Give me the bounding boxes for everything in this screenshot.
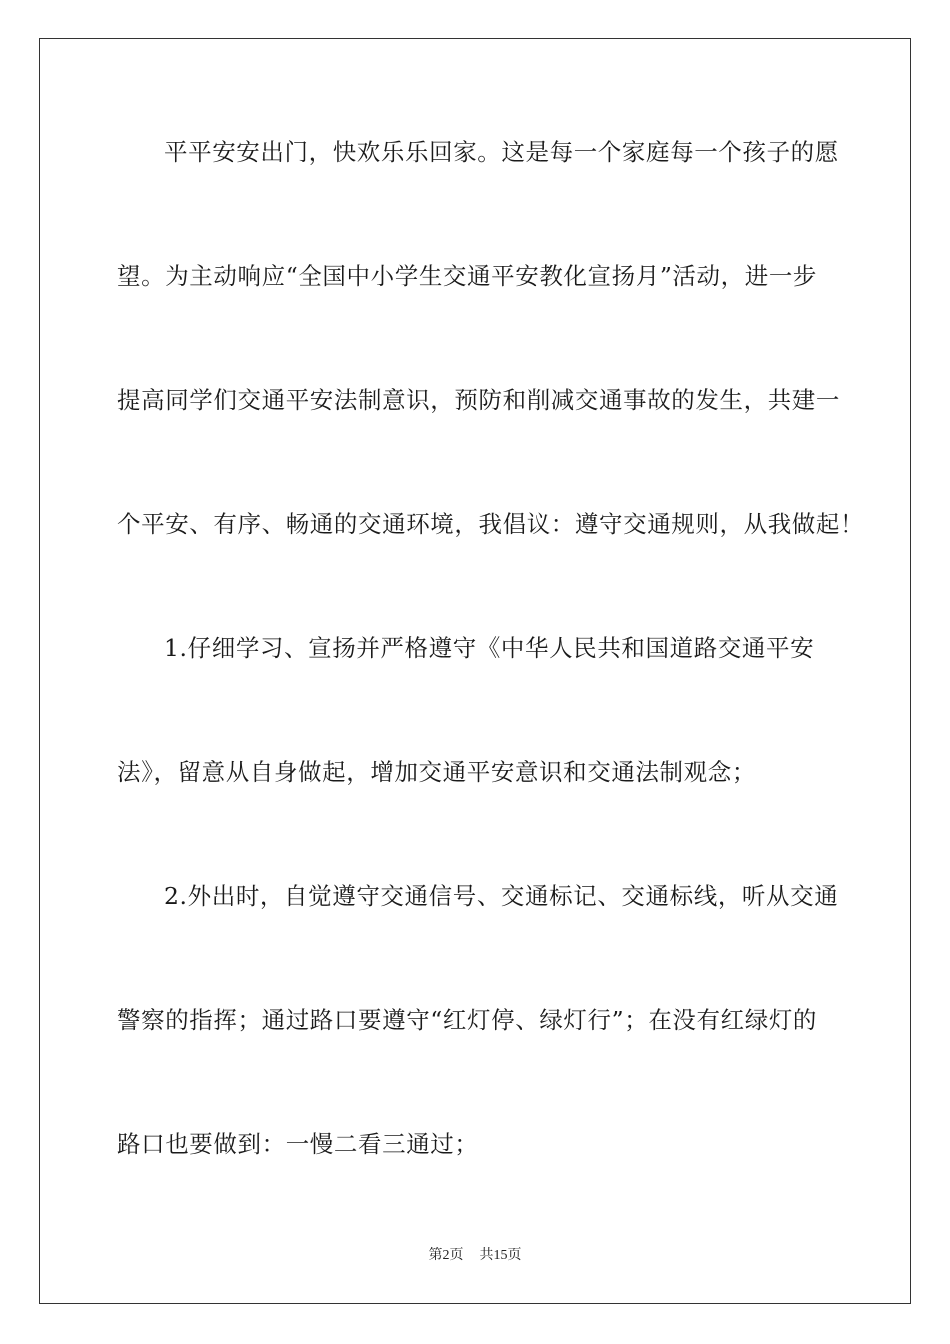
page-frame <box>39 38 911 1304</box>
paragraph-line-3: 提高同学们交通平安法制意识，预防和削减交通事故的发生，共建一 <box>117 386 840 414</box>
list-item-1-line-2: 法》，留意从自身做起，增加交通平安意识和交通法制观念； <box>117 758 756 786</box>
paragraph-line-1: 平平安安出门，快欢乐乐回家。这是每一个家庭每一个孩子的愿 <box>164 138 839 166</box>
list-item-2-line-1: 2.外出时，自觉遵守交通信号、交通标记、交通标线，听从交通 <box>164 882 839 910</box>
list-item-2-line-3: 路口也要做到：一慢二看三通过； <box>117 1130 479 1158</box>
list-item-1-line-1: 1.仔细学习、宣扬并严格遵守《中华人民共和国道路交通平安 <box>164 634 815 662</box>
paragraph-line-2: 望。为主动响应“全国中小学生交通平安教化宣扬月”活动，进一步 <box>117 262 818 290</box>
list-item-2-line-2: 警察的指挥；通过路口要遵守“红灯停、绿灯行”；在没有红绿灯的 <box>117 1006 818 1034</box>
page-number: 第2页 <box>428 1248 464 1263</box>
page-footer <box>0 1247 950 1265</box>
paragraph-line-4: 个平安、有序、畅通的交通环境，我倡议：遵守交通规则，从我做起！ <box>117 510 865 538</box>
page-total: 共15页 <box>479 1248 522 1263</box>
